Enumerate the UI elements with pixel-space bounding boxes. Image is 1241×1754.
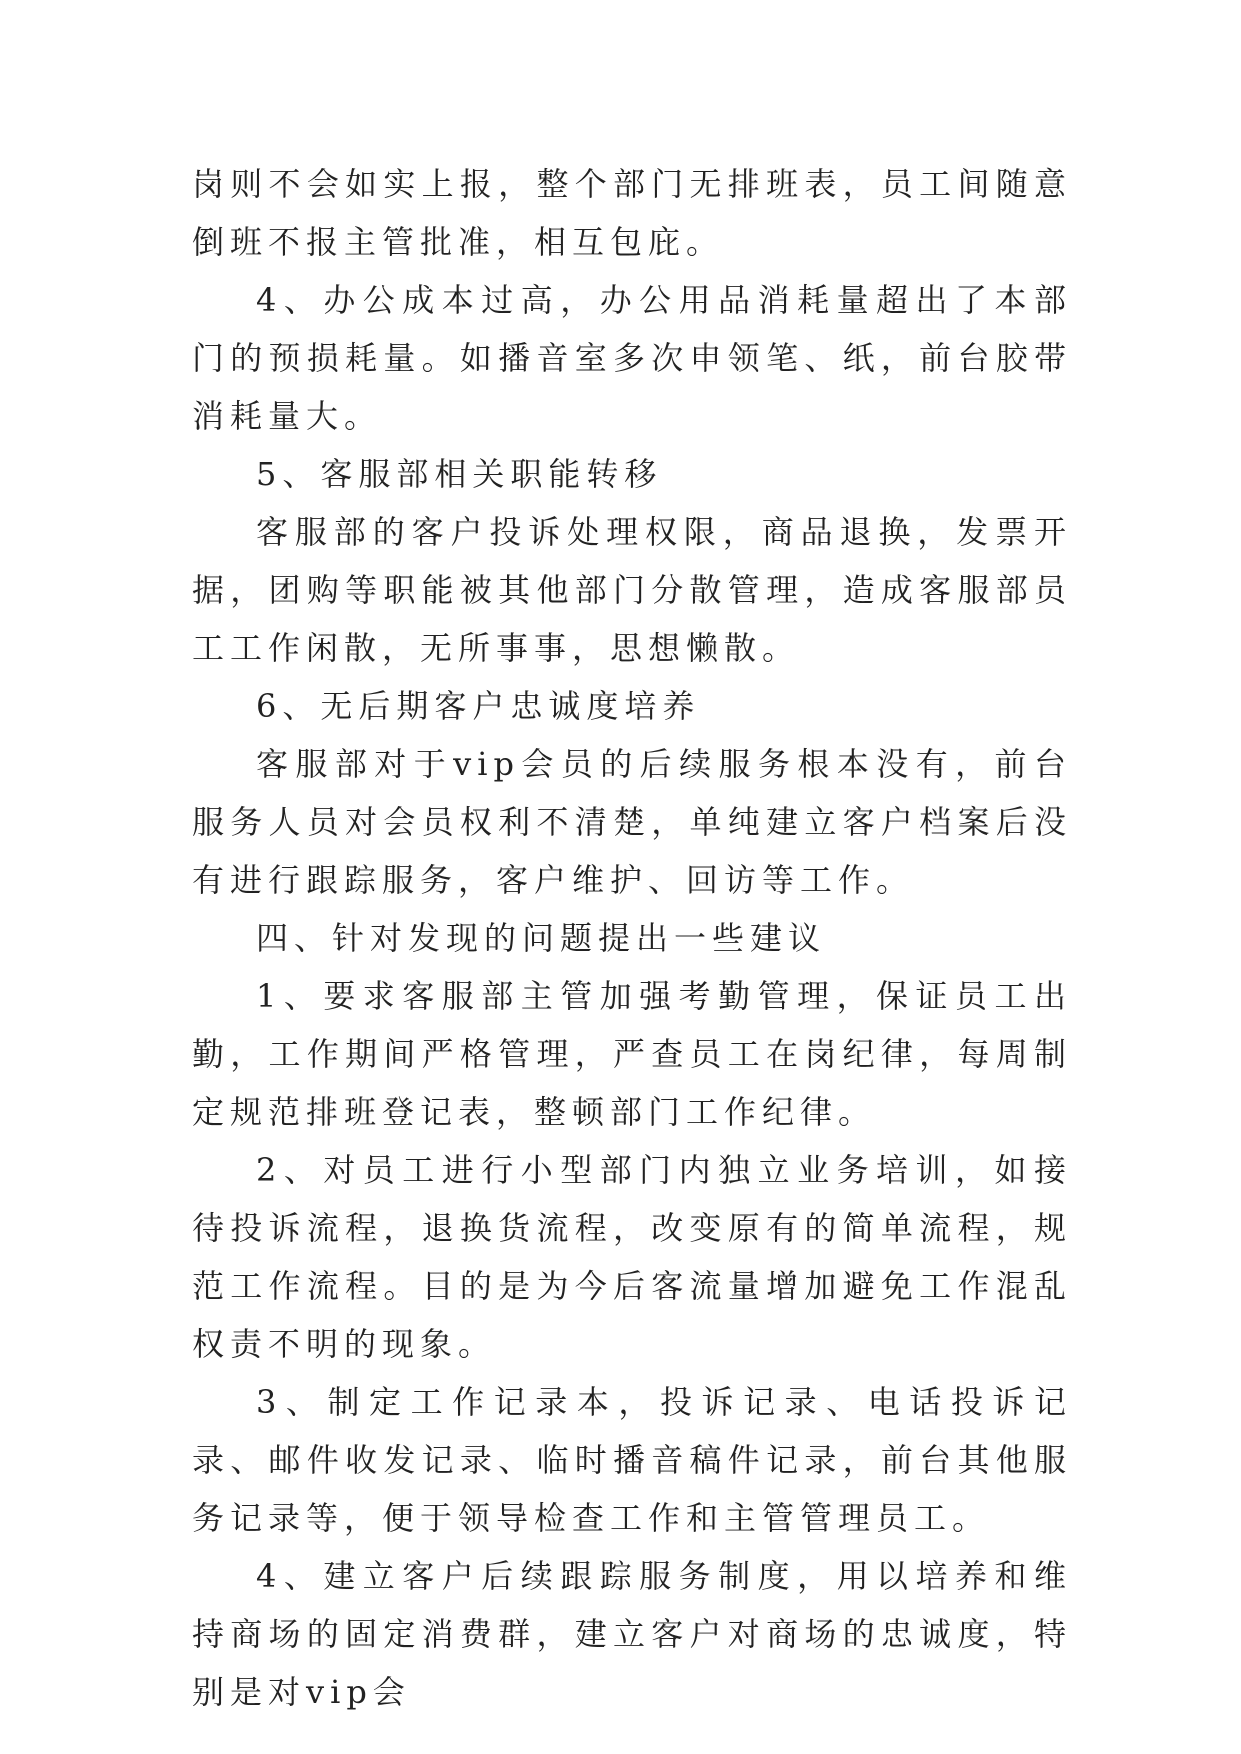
paragraph-3: 5、客服部相关职能转移 [256,455,663,493]
paragraph-5: 6、无后期客户忠诚度培养 [256,687,701,725]
paragraph-2: 4、办公成本过高，办公用品消耗量超出了本部门的预损耗量。如播音室多次申领笔、纸，前台胶带消耗量大。 [192,281,1072,435]
paragraph-9: 2、对员工进行小型部门内独立业务培训，如接待投诉流程，退换货流程，改变原有的简单流程，规范工作流程。目的是为今后客流量增加避免工作混乱权责不明的现象。 [192,1151,1072,1363]
paragraph-4: 客服部的客户投诉处理权限，商品退换，发票开据，团购等职能被其他部门分散管理，造成客服部员工工作闲散，无所事事，思想懒散。 [192,513,1072,667]
paragraph-6: 客服部对于vip会员的后续服务根本没有，前台服务人员对会员权利不清楚，单纯建立客户档案后没有进行跟踪服务，客户维护、回访等工作。 [192,745,1072,899]
paragraph-10: 3、制定工作记录本，投诉记录、电话投诉记录、邮件收发记录、临时播音稿件记录，前台其他服务记录等，便于领导检查工作和主管管理员工。 [192,1383,1072,1537]
paragraph-8: 1、要求客服部主管加强考勤管理，保证员工出勤，工作期间严格管理，严查员工在岗纪律，每周制定规范排班登记表，整顿部门工作纪律。 [192,977,1072,1131]
paragraph-7: 四、针对发现的问题提出一些建议 [256,919,827,957]
paragraph-1: 岗则不会如实上报，整个部门无排班表，员工间随意倒班不报主管批准，相互包庇。 [192,165,1072,261]
paragraph-11: 4、建立客户后续跟踪服务制度，用以培养和维持商场的固定消费群，建立客户对商场的忠诚度，特别是对vip会 [192,1557,1072,1711]
document-body [192,155,1072,1721]
